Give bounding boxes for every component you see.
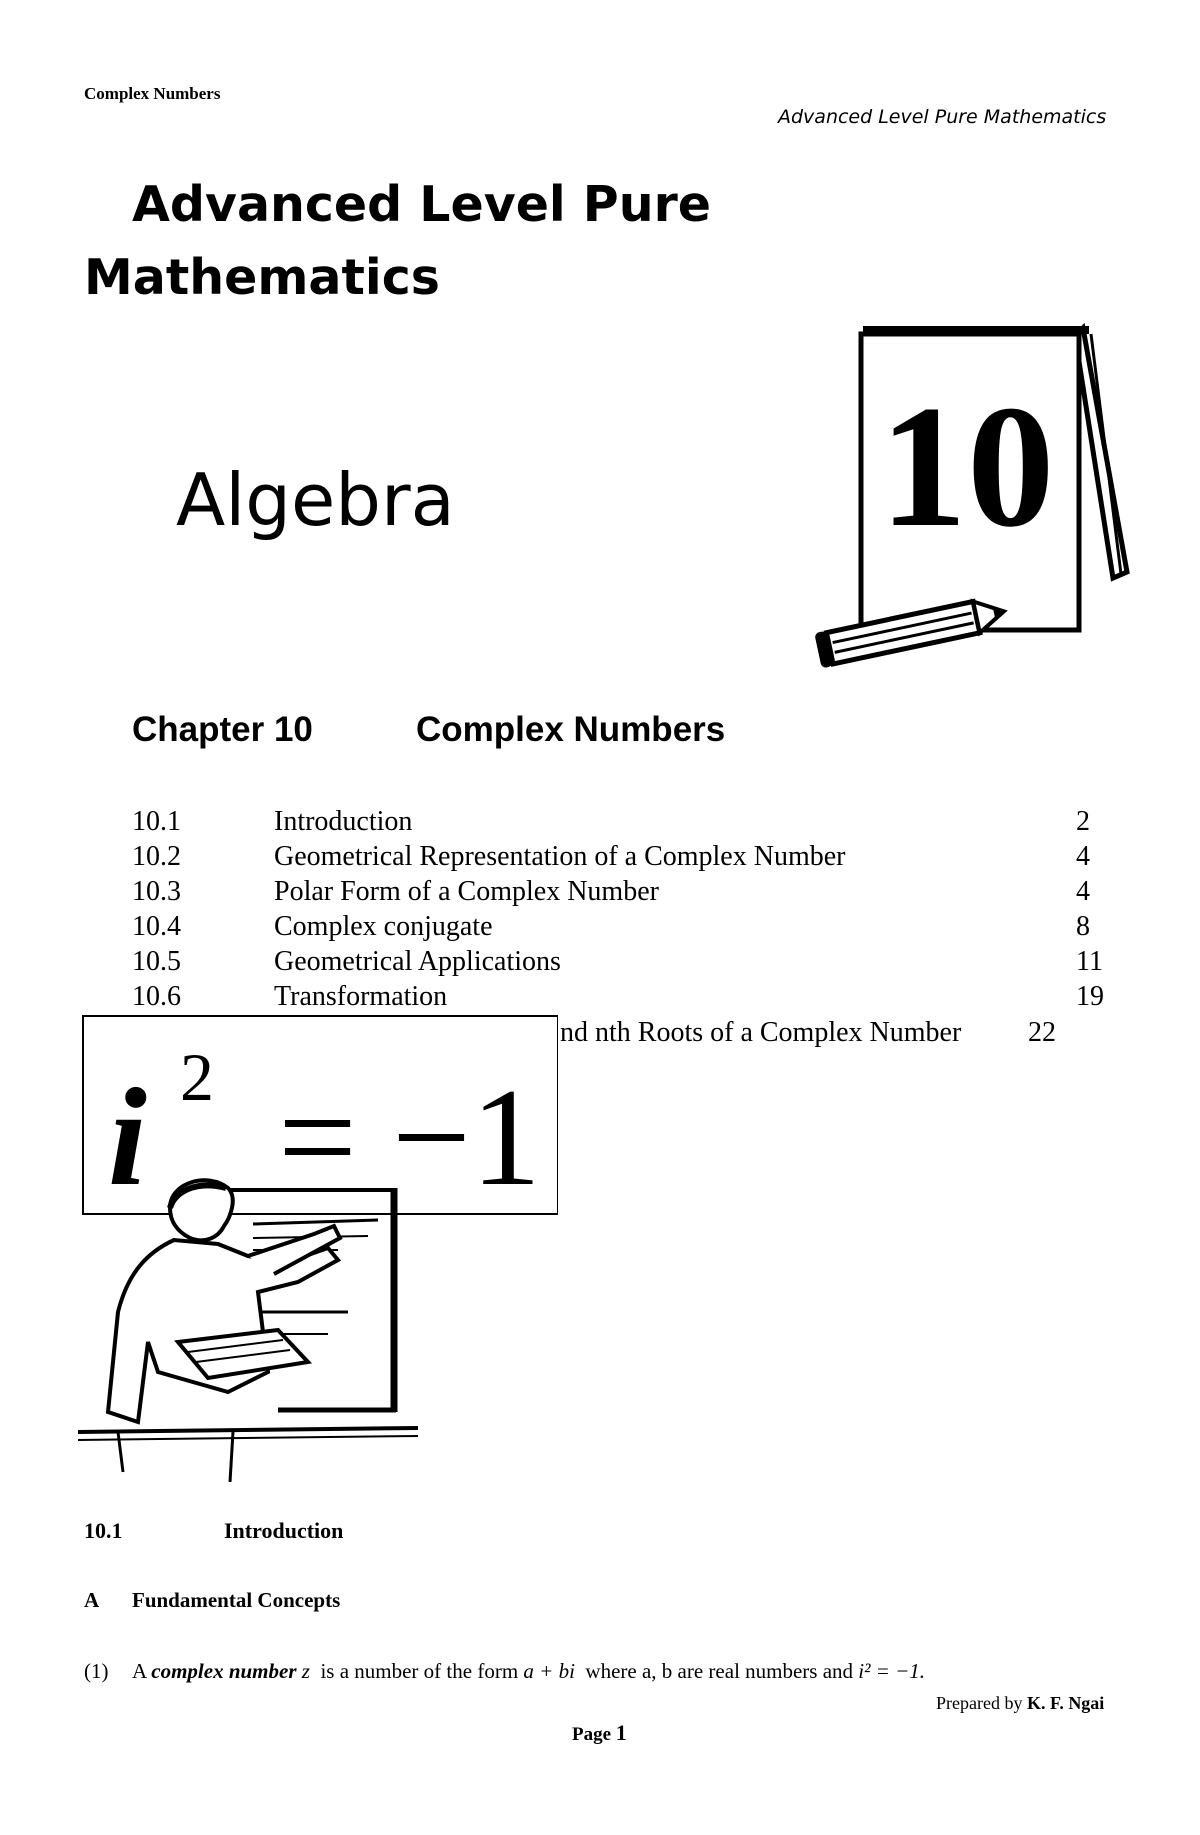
toc-number: 10.5: [132, 946, 181, 977]
equation-base: i: [108, 1060, 147, 1215]
definition-term: complex number: [151, 1659, 297, 1683]
prepared-by: [936, 1693, 1104, 1714]
toc-page: 22: [1028, 1017, 1056, 1048]
chapter-number: Chapter 10: [132, 710, 313, 749]
toc-page: 4: [1076, 841, 1090, 872]
running-header-right: Advanced Level Pure Mathematics: [778, 106, 1107, 128]
toc-page: 11: [1076, 946, 1103, 977]
toc-number: 10.4: [132, 911, 181, 942]
definition-middle: is a number of the form: [320, 1659, 519, 1683]
toc-page: 19: [1076, 981, 1104, 1012]
toc-title: Complex conjugate: [274, 911, 493, 942]
page-title-line-2: Mathematics: [84, 249, 440, 306]
page-title-line-1: Advanced Level Pure: [132, 176, 711, 233]
author-name: K. F. Ngai: [1026, 1693, 1105, 1713]
notepad-pencil-icon: [805, 320, 1135, 670]
definition-form: a + bi: [523, 1659, 575, 1683]
subsection-title: Fundamental Concepts: [132, 1588, 341, 1612]
page-label: Page: [572, 1724, 612, 1745]
subject-title: Algebra: [176, 458, 455, 542]
definition-index: (1): [84, 1659, 109, 1683]
definition-suffix: where a, b are real numbers and: [585, 1659, 854, 1683]
section-heading: [84, 1518, 343, 1544]
chapter-name: Complex Numbers: [416, 710, 726, 749]
page-title: [84, 168, 804, 314]
toc-title: Geometrical Representation of a Complex Number: [274, 841, 846, 872]
chapter-heading: [132, 710, 725, 750]
page-number-value: 1: [615, 1720, 627, 1745]
toc-number: 10.1: [132, 806, 181, 837]
equation-exponent: 2: [180, 1039, 214, 1115]
toc-page: 8: [1076, 911, 1090, 942]
section-number: 10.1: [84, 1518, 123, 1543]
definition-variable: z: [301, 1659, 310, 1683]
teacher-at-board-illustration: [78, 1012, 558, 1482]
toc-number: 10.2: [132, 841, 181, 872]
toc-title: Transformation: [274, 981, 448, 1012]
section-title: Introduction: [224, 1518, 344, 1543]
toc-title: Polar Form of a Complex Number: [274, 876, 659, 907]
toc-page: 2: [1076, 806, 1090, 837]
toc-title: nd nth Roots of a Complex Number: [560, 1017, 962, 1048]
toc-page: 4: [1076, 876, 1090, 907]
toc-title: Geometrical Applications: [274, 946, 561, 977]
running-header-left: Complex Numbers: [84, 84, 221, 103]
definition-i-squared: i² = −1.: [858, 1659, 926, 1683]
toc-number: 10.6: [132, 981, 181, 1012]
definition-prefix: A: [132, 1659, 147, 1683]
subsection-heading: [84, 1588, 340, 1613]
prepared-by-label: Prepared by: [936, 1693, 1023, 1713]
definition-line: [84, 1659, 925, 1684]
notepad-number: 10: [879, 369, 1055, 563]
toc-number: 10.3: [132, 876, 181, 907]
subsection-label: A: [84, 1588, 100, 1612]
equation-rhs: = −1: [278, 1060, 541, 1215]
page-number: [572, 1720, 627, 1746]
toc-title: Introduction: [274, 806, 413, 837]
